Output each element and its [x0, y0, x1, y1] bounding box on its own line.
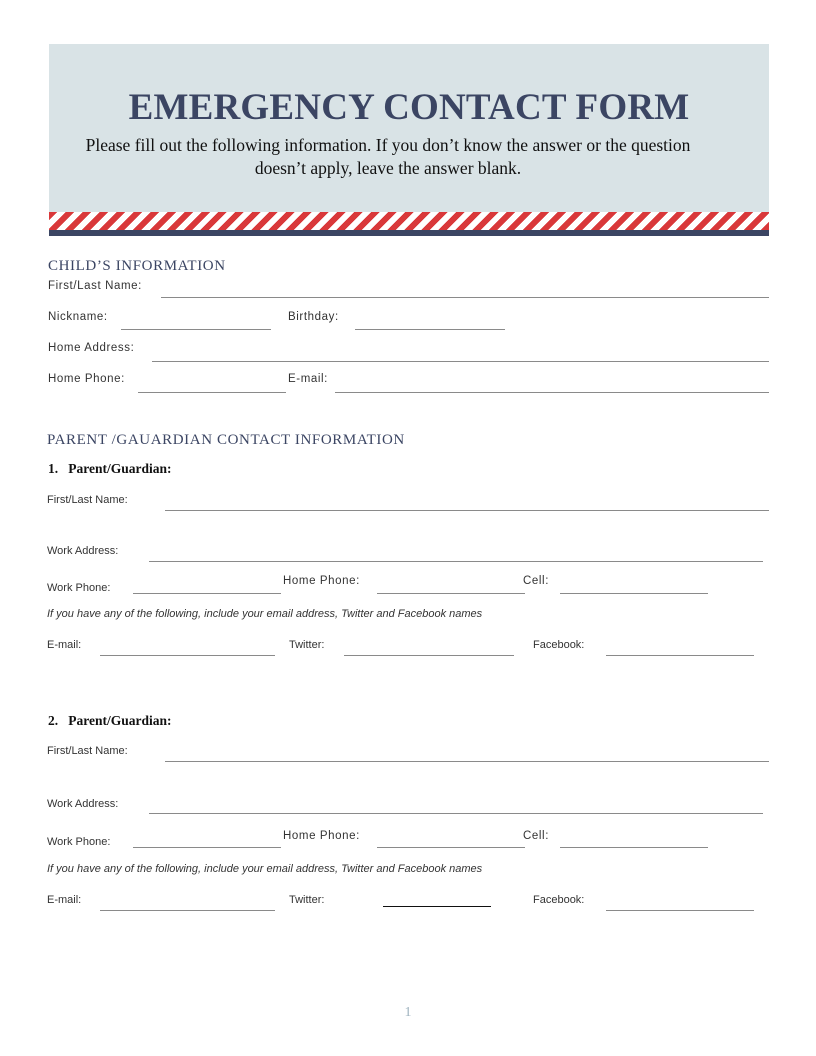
- parent2-twitter-label: Twitter:: [289, 894, 325, 906]
- parent2-cell-label: Cell:: [523, 830, 550, 842]
- child-nickname-field[interactable]: [121, 329, 271, 330]
- parent1-work-address-label: Work Address:: [47, 545, 119, 557]
- parent1-facebook-label: Facebook:: [533, 639, 585, 651]
- parent1-heading: 1. Parent/Guardian:: [48, 461, 172, 476]
- form-instructions: Please fill out the following information. If you don’t know the answer or the question doesn’t apply, leave the answer blank.: [85, 135, 691, 178]
- parent2-email-label: E-mail:: [47, 894, 82, 906]
- child-first-last-name-label: First/Last Name:: [48, 280, 142, 292]
- parent2-first-last-name-label: First/Last Name:: [47, 745, 128, 757]
- parent2-facebook-field[interactable]: [606, 910, 754, 911]
- child-first-last-name-field[interactable]: [161, 297, 769, 298]
- parent2-social-note: If you have any of the following, include your email address, Twitter and Facebook names: [47, 863, 483, 875]
- child-email-label: E-mail:: [288, 373, 328, 385]
- parent1-work-phone-label: Work Phone:: [47, 582, 111, 594]
- parent2-facebook-label: Facebook:: [533, 894, 585, 906]
- parent1-home-phone-label: Home Phone:: [283, 575, 360, 587]
- parent2-work-address-field[interactable]: [149, 813, 763, 814]
- parent1-email-field[interactable]: [100, 655, 275, 656]
- child-home-address-field[interactable]: [152, 361, 769, 362]
- parent1-first-last-name-field[interactable]: [165, 510, 769, 511]
- child-section-heading: CHILD’S INFORMATION: [48, 258, 226, 274]
- parent2-twitter-field[interactable]: [383, 906, 491, 907]
- parent1-twitter-label: Twitter:: [289, 639, 325, 651]
- parent1-work-address-field[interactable]: [149, 561, 763, 562]
- parent1-facebook-field[interactable]: [606, 655, 754, 656]
- parent2-home-phone-field[interactable]: [377, 847, 525, 848]
- parent2-cell-field[interactable]: [560, 847, 708, 848]
- parent1-work-phone-field[interactable]: [133, 593, 281, 594]
- parent-section-heading: PARENT /GAUARDIAN CONTACT INFORMATION: [47, 432, 405, 448]
- child-home-phone-label: Home Phone:: [48, 373, 125, 385]
- navy-rule: [49, 230, 769, 236]
- parent1-first-last-name-label: First/Last Name:: [47, 494, 128, 506]
- child-nickname-label: Nickname:: [48, 311, 108, 323]
- child-birthday-label: Birthday:: [288, 311, 339, 323]
- form-title: EMERGENCY CONTACT FORM: [128, 87, 690, 128]
- page-number: 1: [404, 1005, 412, 1020]
- child-birthday-field[interactable]: [355, 329, 505, 330]
- child-home-address-label: Home Address:: [48, 342, 135, 354]
- parent1-twitter-field[interactable]: [344, 655, 514, 656]
- parent1-home-phone-field[interactable]: [377, 593, 525, 594]
- parent2-work-address-label: Work Address:: [47, 798, 119, 810]
- parent1-email-label: E-mail:: [47, 639, 82, 651]
- parent2-home-phone-label: Home Phone:: [283, 830, 360, 842]
- parent2-work-phone-label: Work Phone:: [47, 836, 111, 848]
- header-banner: [49, 44, 769, 236]
- parent2-heading: 2. Parent/Guardian:: [48, 713, 172, 728]
- parent1-cell-field[interactable]: [560, 593, 708, 594]
- striped-border: [49, 212, 769, 230]
- child-email-field[interactable]: [335, 392, 769, 393]
- parent2-work-phone-field[interactable]: [133, 847, 281, 848]
- child-home-phone-field[interactable]: [138, 392, 286, 393]
- parent1-social-note: If you have any of the following, include your email address, Twitter and Facebook names: [47, 608, 483, 620]
- parent2-email-field[interactable]: [100, 910, 275, 911]
- parent2-first-last-name-field[interactable]: [165, 761, 769, 762]
- parent1-cell-label: Cell:: [523, 575, 550, 587]
